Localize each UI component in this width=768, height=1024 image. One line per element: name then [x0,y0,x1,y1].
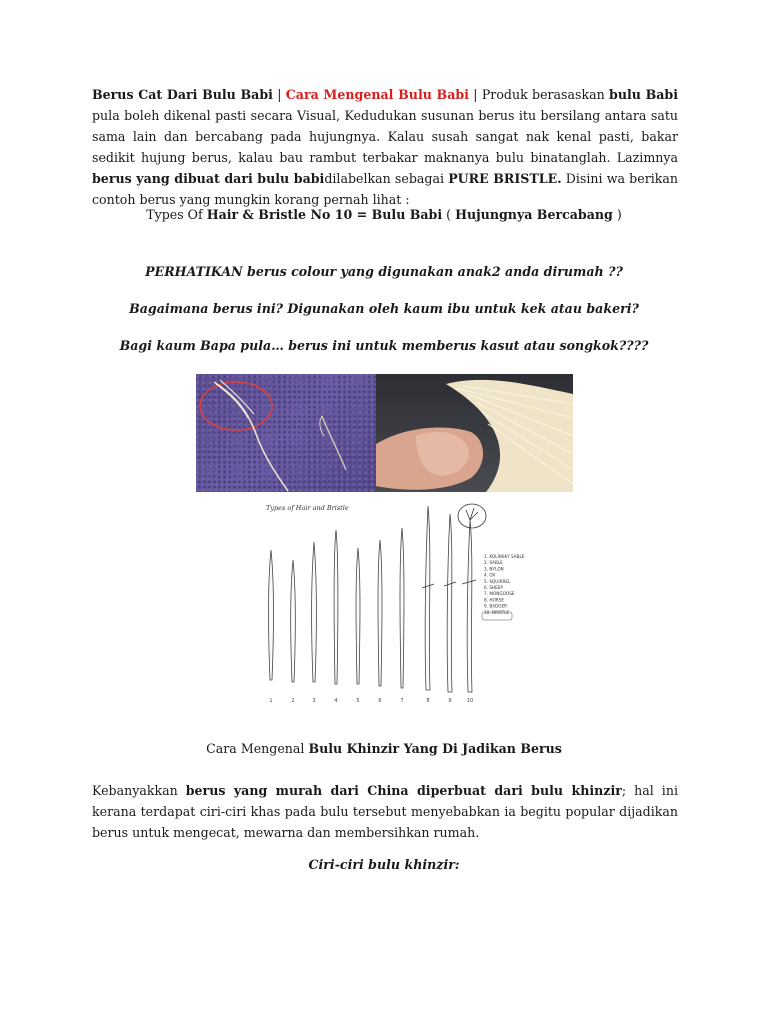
italic-text: berus colour yang digunakan anak2 anda dirumah ?? [242,264,623,279]
legend-item: 5. SQUIRREL [484,578,511,584]
link-cara-mengenal[interactable]: Cara Mengenal Bulu Babi [285,87,469,102]
hair-1-kolinsky [269,550,274,680]
bold-berus-babi: berus yang dibuat dari bulu babi [92,171,325,186]
legend-item: 10. BRISTLE [484,609,510,615]
hair-8-horse [425,506,430,690]
italic-line-bagaimana: Bagaimana berus ini? Digunakan oleh kaum ibu untuk kek atau bakeri? [129,301,639,316]
hair-strand [214,382,288,491]
hair-9-badger [447,514,452,692]
bold-hair-bristle: Hair & Bristle No 10 = [206,207,372,222]
hair-number-label: 7 [400,698,404,704]
hair-strand-second [322,416,346,470]
hair-split-tip [216,384,248,418]
bristle-photo-right-svg [376,374,573,492]
types-line [0,207,768,222]
bold-bulu-khinzir: Bulu Khinzir Yang Di Jadikan Berus [308,741,562,756]
bristle-photo-left-svg [196,374,376,492]
hair-6-sheep [378,540,382,686]
hair-3-nylon [312,542,317,682]
heading-ciri-ciri: Ciri-ciri bulu khinzir: [308,857,460,872]
caption-cara-mengenal [0,741,768,756]
legend-item: 2. SABLE [484,560,503,566]
legend-item: 3. NYLON [484,566,504,572]
legend-item: 1. KOLINSKY SABLE [484,554,525,559]
diagram-numbers [269,698,473,704]
text-run: dilabelkan sebagai [324,171,449,186]
hair-number-label: 6 [378,698,382,704]
hair-shapes [269,506,472,692]
hair-number-label: 3 [312,698,316,704]
italic-line-kaum-bapa: Bagi kaum Bapa pula… berus ini untuk memberus kasut atau songkok???? [119,338,649,353]
bold-bulu-babi: Bulu Babi [371,207,443,222]
hair-number-label: 1 [269,698,273,704]
hair-2-sable [291,560,296,682]
bold-bulu-babi: bulu Babi [609,87,679,102]
diagram-circle-mark [458,504,486,528]
hair-5-squirrel [356,548,360,684]
hair-7-mongoose [400,528,404,688]
hair-bristle-diagram [256,500,525,710]
hair-4-ox [334,530,338,684]
text-run: Types Of [146,207,207,222]
diagram-legend [484,554,525,615]
diagram-svg [256,500,525,710]
khinzir-paragraph [92,780,678,843]
italic-line-perhatikan [0,264,768,279]
italic-perhatikan: PERHATIKAN [145,264,243,279]
hair-split-tip [220,380,254,414]
hair-number-label: 2 [291,698,295,704]
bold-hujungnya: Hujungnya Bercabang [455,207,613,222]
separator: | [272,87,286,102]
hair-number-label: 8 [426,698,430,704]
text-run: ) [612,207,622,222]
title-berus-cat: Berus Cat Dari Bulu Babi [92,87,273,102]
diagram-title: Types of Hair and Bristle [266,504,349,512]
bold-pure-bristle: PURE BRISTLE. [448,171,562,186]
text-run: Kebanyakkan [92,783,186,798]
hair-number-label: 9 [448,698,452,704]
text-run: Cara Mengenal [206,741,309,756]
photo-finger-bristles [376,374,573,492]
text-run: Produk berasaskan [481,87,610,102]
text-run: ; hal ini kerana terdapat ciri-ciri khas pada bulu tersebut menyebabkan ia begitu popular dijadikan berus untuk mengecat, mewarna dan membersihkan rumah. [92,783,678,840]
hair-10-bristle [467,520,472,692]
legend-item: 9. BADGER [484,603,508,609]
hair-number-label: 4 [334,698,338,704]
separator: | [468,87,482,102]
legend-item: 6. SHEEP [484,585,503,590]
text-run: ( [442,207,456,222]
text-run: Disini wa berikan contoh berus yang mungkin korang pernah lihat : [92,171,678,207]
red-circle-mark [200,382,272,430]
intro-paragraph [92,84,678,210]
legend-item: 8. HORSE [484,597,504,603]
text-run: pula boleh dikenal pasti secara Visual, Kedudukan susunan berus itu bersilang antara satu sama lain dan bercabang pada hujungnya. Kalau susah sangat nak kenal pasti, bakar sedikit hujung berus, kalau bau rambut terbakar maknanya bulu binatanglah. Lazimnya [92,108,678,165]
hair-number-label: 10 [466,698,474,704]
legend-item: 4. OX [484,572,496,578]
hair-number-label: 5 [356,698,360,704]
photo-bristle-on-fabric [196,374,376,492]
legend-item: 7. MONGOOSE [484,591,515,597]
bold-berus-murah: berus yang murah dari China diperbuat dari bulu khinzir [185,783,622,798]
bristle-split-tips [466,508,478,520]
